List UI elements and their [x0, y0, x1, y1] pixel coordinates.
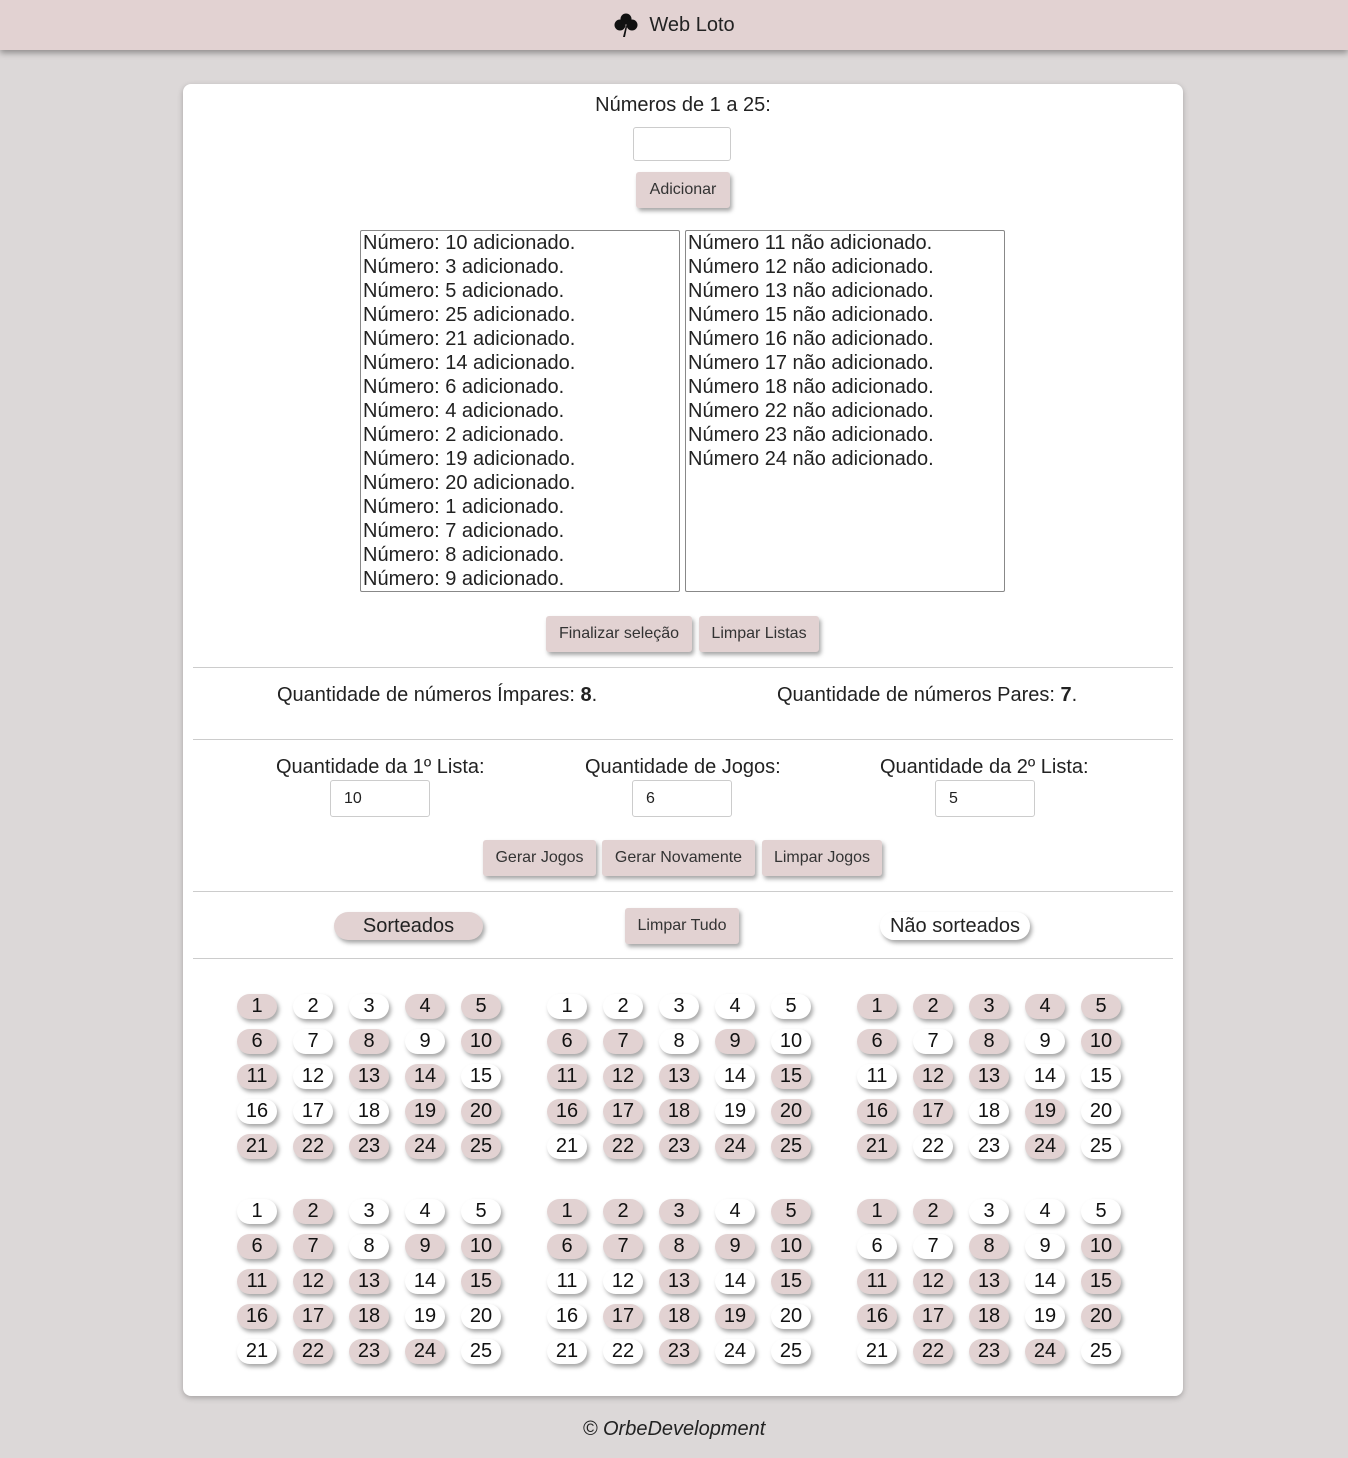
number-ball: 9	[1025, 1234, 1065, 1259]
generate-games-button[interactable]: Gerar Jogos	[483, 840, 596, 876]
number-ball: 8	[349, 1234, 389, 1259]
number-ball: 7	[293, 1234, 333, 1259]
number-ball: 22	[913, 1134, 953, 1159]
number-ball: 17	[913, 1099, 953, 1124]
number-ball: 2	[913, 994, 953, 1019]
number-ball: 3	[659, 1199, 699, 1224]
number-ball: 18	[659, 1099, 699, 1124]
number-ball: 2	[603, 1199, 643, 1224]
number-ball: 11	[237, 1064, 277, 1089]
number-entry-label: Números de 1 a 25:	[595, 94, 771, 116]
number-ball: 22	[293, 1134, 333, 1159]
number-ball: 5	[1081, 1199, 1121, 1224]
number-ball: 20	[1081, 1099, 1121, 1124]
number-ball: 7	[293, 1029, 333, 1054]
number-ball: 24	[715, 1339, 755, 1364]
number-ball: 10	[771, 1234, 811, 1259]
number-ball: 14	[1025, 1269, 1065, 1294]
list-item[interactable]: Número: 25 adicionado.	[363, 304, 576, 326]
number-ball: 20	[1081, 1304, 1121, 1329]
divider	[193, 667, 1173, 668]
number-ball: 8	[659, 1029, 699, 1054]
number-ball: 6	[237, 1029, 277, 1054]
number-ball: 15	[771, 1064, 811, 1089]
odd-count-label: Quantidade de números Ímpares:	[277, 684, 581, 706]
number-ball: 5	[1081, 994, 1121, 1019]
number-ball: 8	[659, 1234, 699, 1259]
list2-quantity-input[interactable]: 5	[935, 780, 1035, 817]
number-ball: 3	[349, 1199, 389, 1224]
number-ball: 3	[349, 994, 389, 1019]
number-ball: 10	[771, 1029, 811, 1054]
number-ball: 2	[603, 994, 643, 1019]
number-ball: 15	[1081, 1269, 1121, 1294]
number-ball: 18	[349, 1304, 389, 1329]
number-ball: 11	[237, 1269, 277, 1294]
number-ball: 25	[771, 1339, 811, 1364]
list1-quantity-label: Quantidade da 1º Lista:	[276, 756, 485, 778]
number-ball: 9	[405, 1029, 445, 1054]
number-ball: 14	[1025, 1064, 1065, 1089]
number-ball: 10	[461, 1234, 501, 1259]
list-item[interactable]: Número: 19 adicionado.	[363, 448, 576, 470]
number-ball: 10	[1081, 1234, 1121, 1259]
number-ball: 25	[1081, 1134, 1121, 1159]
number-ball: 1	[237, 994, 277, 1019]
list-item[interactable]: Número 15 não adicionado.	[688, 304, 934, 326]
number-ball: 14	[715, 1269, 755, 1294]
list-item[interactable]: Número: 2 adicionado.	[363, 424, 565, 446]
number-ball: 5	[461, 994, 501, 1019]
legend-not-drawn: Não sorteados	[880, 912, 1030, 940]
number-ball: 3	[969, 1199, 1009, 1224]
list-item[interactable]: Número 13 não adicionado.	[688, 280, 934, 302]
number-ball: 9	[1025, 1029, 1065, 1054]
number-ball: 12	[603, 1064, 643, 1089]
number-ball: 19	[715, 1099, 755, 1124]
number-ball: 1	[547, 994, 587, 1019]
number-ball: 13	[659, 1269, 699, 1294]
regenerate-games-button[interactable]: Gerar Novamente	[602, 840, 755, 876]
number-ball: 16	[547, 1099, 587, 1124]
number-ball: 16	[237, 1304, 277, 1329]
number-ball: 5	[771, 1199, 811, 1224]
number-ball: 11	[547, 1269, 587, 1294]
clear-lists-button[interactable]: Limpar Listas	[699, 616, 819, 652]
number-ball: 21	[857, 1339, 897, 1364]
list1-quantity-input[interactable]: 10	[330, 780, 430, 817]
number-ball: 8	[969, 1029, 1009, 1054]
number-ball: 23	[349, 1339, 389, 1364]
list-item[interactable]: Número: 3 adicionado.	[363, 256, 565, 278]
even-count-value: 7	[1060, 684, 1072, 706]
number-ball: 15	[461, 1269, 501, 1294]
number-ball: 13	[349, 1064, 389, 1089]
odd-count-value: 8	[580, 684, 592, 706]
list-item[interactable]: Número 16 não adicionado.	[688, 328, 934, 350]
number-ball: 13	[659, 1064, 699, 1089]
number-ball: 20	[771, 1099, 811, 1124]
number-ball: 25	[771, 1134, 811, 1159]
number-ball: 8	[349, 1029, 389, 1054]
number-ball: 2	[913, 1199, 953, 1224]
number-ball: 3	[969, 994, 1009, 1019]
list-item[interactable]: Número 18 não adicionado.	[688, 376, 934, 398]
number-ball: 15	[461, 1064, 501, 1089]
main-card	[183, 84, 1183, 1396]
number-ball: 12	[603, 1269, 643, 1294]
number-ball: 3	[659, 994, 699, 1019]
not-added-numbers-list[interactable]	[685, 230, 1005, 592]
list-item[interactable]: Número: 14 adicionado.	[363, 352, 576, 374]
number-ball: 14	[405, 1064, 445, 1089]
number-ball: 1	[547, 1199, 587, 1224]
list-item[interactable]: Número: 4 adicionado.	[363, 400, 565, 422]
number-ball: 1	[857, 994, 897, 1019]
finalize-selection-button[interactable]: Finalizar seleção	[546, 616, 692, 652]
list2-quantity-label: Quantidade da 2º Lista:	[880, 756, 1089, 778]
number-ball: 6	[547, 1029, 587, 1054]
list-item[interactable]: Número 22 não adicionado.	[688, 400, 934, 422]
number-ball: 22	[913, 1339, 953, 1364]
number-ball: 4	[715, 994, 755, 1019]
number-ball: 22	[603, 1134, 643, 1159]
number-ball: 6	[547, 1234, 587, 1259]
number-ball: 9	[715, 1234, 755, 1259]
clear-games-button[interactable]: Limpar Jogos	[762, 840, 882, 876]
number-ball: 4	[715, 1199, 755, 1224]
number-ball: 5	[771, 994, 811, 1019]
number-ball: 17	[293, 1099, 333, 1124]
list-item[interactable]: Número: 9 adicionado.	[363, 568, 565, 590]
number-ball: 21	[547, 1134, 587, 1159]
number-ball: 4	[405, 994, 445, 1019]
number-ball: 23	[969, 1134, 1009, 1159]
number-ball: 17	[293, 1304, 333, 1329]
number-ball: 7	[603, 1234, 643, 1259]
list-item[interactable]: Número: 21 adicionado.	[363, 328, 576, 350]
number-ball: 4	[1025, 1199, 1065, 1224]
number-input[interactable]	[633, 127, 731, 161]
even-count-suffix: .	[1071, 684, 1078, 706]
number-ball: 15	[1081, 1064, 1121, 1089]
number-ball: 21	[857, 1134, 897, 1159]
number-ball: 11	[857, 1269, 897, 1294]
number-ball: 15	[771, 1269, 811, 1294]
list-item[interactable]: Número: 8 adicionado.	[363, 544, 565, 566]
number-ball: 25	[461, 1339, 501, 1364]
number-ball: 11	[547, 1064, 587, 1089]
number-ball: 18	[349, 1099, 389, 1124]
number-ball: 24	[405, 1339, 445, 1364]
number-ball: 13	[969, 1269, 1009, 1294]
number-ball: 22	[603, 1339, 643, 1364]
number-ball: 13	[969, 1064, 1009, 1089]
clear-all-button[interactable]: Limpar Tudo	[625, 908, 739, 944]
number-ball: 17	[603, 1099, 643, 1124]
number-ball: 9	[715, 1029, 755, 1054]
clover-icon	[613, 12, 639, 38]
number-ball: 21	[237, 1339, 277, 1364]
games-quantity-input[interactable]: 6	[632, 780, 732, 817]
number-ball: 24	[1025, 1339, 1065, 1364]
number-ball: 23	[659, 1339, 699, 1364]
number-ball: 25	[461, 1134, 501, 1159]
number-ball: 23	[349, 1134, 389, 1159]
number-ball: 24	[715, 1134, 755, 1159]
number-ball: 16	[857, 1304, 897, 1329]
add-button[interactable]: Adicionar	[636, 172, 730, 208]
even-count	[777, 684, 1077, 707]
number-ball: 11	[857, 1064, 897, 1089]
list-item[interactable]: Número: 10 adicionado.	[363, 232, 576, 254]
number-ball: 5	[461, 1199, 501, 1224]
added-numbers-list[interactable]	[360, 230, 680, 592]
number-ball: 19	[1025, 1304, 1065, 1329]
list-item[interactable]: Número 24 não adicionado.	[688, 448, 934, 470]
legend-drawn: Sorteados	[334, 912, 483, 940]
list-item[interactable]: Número 17 não adicionado.	[688, 352, 934, 374]
number-ball: 7	[603, 1029, 643, 1054]
number-ball: 25	[1081, 1339, 1121, 1364]
number-ball: 4	[1025, 994, 1065, 1019]
list-item[interactable]: Número 11 não adicionado.	[688, 232, 933, 254]
number-ball: 6	[237, 1234, 277, 1259]
list-item[interactable]: Número: 1 adicionado.	[363, 496, 565, 518]
number-ball: 12	[913, 1269, 953, 1294]
number-ball: 19	[715, 1304, 755, 1329]
list-item[interactable]: Número: 7 adicionado.	[363, 520, 565, 542]
list-item[interactable]: Número: 6 adicionado.	[363, 376, 565, 398]
divider	[193, 739, 1173, 740]
list-item[interactable]: Número: 5 adicionado.	[363, 280, 565, 302]
number-ball: 2	[293, 1199, 333, 1224]
number-ball: 7	[913, 1029, 953, 1054]
number-ball: 1	[857, 1199, 897, 1224]
number-ball: 20	[461, 1099, 501, 1124]
number-ball: 19	[405, 1099, 445, 1124]
number-ball: 2	[293, 994, 333, 1019]
number-ball: 24	[1025, 1134, 1065, 1159]
number-ball: 12	[913, 1064, 953, 1089]
number-ball: 10	[1081, 1029, 1121, 1054]
number-ball: 6	[857, 1029, 897, 1054]
number-ball: 21	[547, 1339, 587, 1364]
number-ball: 9	[405, 1234, 445, 1259]
number-ball: 7	[913, 1234, 953, 1259]
number-ball: 14	[405, 1269, 445, 1294]
number-ball: 18	[659, 1304, 699, 1329]
app-title: Web Loto	[649, 13, 735, 36]
top-bar	[0, 0, 1348, 50]
number-ball: 1	[237, 1199, 277, 1224]
number-ball: 18	[969, 1304, 1009, 1329]
list-item[interactable]: Número 12 não adicionado.	[688, 256, 934, 278]
number-ball: 12	[293, 1064, 333, 1089]
number-ball: 10	[461, 1029, 501, 1054]
number-ball: 6	[857, 1234, 897, 1259]
footer-copyright: © OrbeDevelopment	[582, 1418, 766, 1440]
number-ball: 22	[293, 1339, 333, 1364]
number-ball: 12	[293, 1269, 333, 1294]
number-ball: 18	[969, 1099, 1009, 1124]
divider	[193, 891, 1173, 892]
number-ball: 4	[405, 1199, 445, 1224]
odd-count-suffix: .	[591, 684, 598, 706]
number-ball: 17	[913, 1304, 953, 1329]
list-item[interactable]: Número 23 não adicionado.	[688, 424, 934, 446]
number-ball: 16	[857, 1099, 897, 1124]
number-ball: 16	[237, 1099, 277, 1124]
number-ball: 23	[659, 1134, 699, 1159]
number-ball: 19	[405, 1304, 445, 1329]
divider	[193, 958, 1173, 959]
number-ball: 20	[771, 1304, 811, 1329]
number-ball: 24	[405, 1134, 445, 1159]
number-ball: 16	[547, 1304, 587, 1329]
even-count-label: Quantidade de números Pares:	[777, 684, 1061, 706]
odd-count	[277, 684, 597, 707]
number-ball: 17	[603, 1304, 643, 1329]
number-ball: 13	[349, 1269, 389, 1294]
number-ball: 8	[969, 1234, 1009, 1259]
list-item[interactable]: Número: 20 adicionado.	[363, 472, 576, 494]
number-ball: 14	[715, 1064, 755, 1089]
number-ball: 21	[237, 1134, 277, 1159]
games-quantity-label: Quantidade de Jogos:	[585, 756, 781, 778]
number-ball: 23	[969, 1339, 1009, 1364]
number-ball: 19	[1025, 1099, 1065, 1124]
number-ball: 20	[461, 1304, 501, 1329]
